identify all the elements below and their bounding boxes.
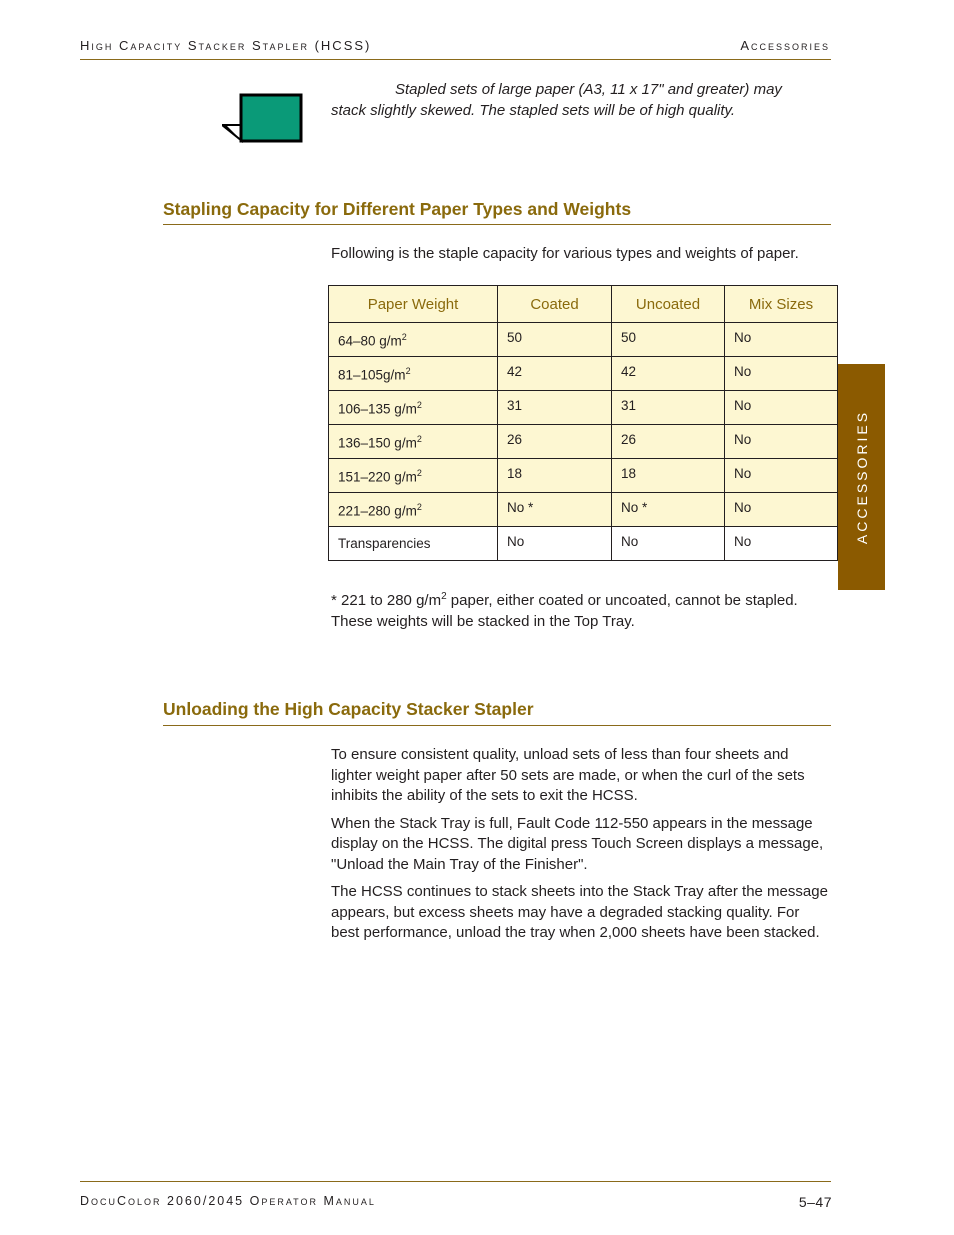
section-rule [163,725,831,726]
paragraph: To ensure consistent quality, unload sets of less than four sheets and lighter weight paper after 50 sets are made, or when the curl of the sets inhibits the ability of the sets to exit the HCSS. [331,746,805,804]
mix-sizes-cell: No [725,391,838,425]
uncoated-cell: No * [612,493,725,527]
mix-sizes-cell: No [725,493,838,527]
table-row [329,527,838,561]
section-side-tab [838,364,885,590]
paper-weight-cell: Transparencies [329,527,498,561]
running-header-title: High Capacity Stacker Stapler (HCSS) [80,38,372,53]
coated-cell: No * [498,493,612,527]
mix-sizes-cell: No [725,357,838,391]
mix-sizes-cell: No [725,425,838,459]
coated-cell: 26 [498,425,612,459]
unloading-body [331,745,831,951]
table-row [329,425,838,459]
table-row [329,459,838,493]
note-text: Stapled sets of large paper (A3, 11 x 17" and greater) may stack slightly skewed. The stapled sets will be of high quality. [331,81,782,119]
section-rule [163,224,831,225]
staple-capacity-table [328,285,838,561]
column-header: Uncoated [612,286,725,323]
table-row [329,391,838,425]
footer-rule [80,1181,831,1182]
paragraph: The HCSS continues to stack sheets into the Stack Tray after the message appears, but excess sheets may have a degraded stacking quality. For best performance, unload the tray when 2,000 sheets have been stacked. [331,883,828,941]
note-icon [222,93,304,143]
uncoated-cell: 18 [612,459,725,493]
mix-sizes-cell: No [725,323,838,357]
uncoated-cell: 26 [612,425,725,459]
paper-weight-cell: 136–150 $g/m^2$ [329,425,498,459]
side-tab-label: ACCESSORIES [853,409,870,545]
intro-text: Following is the staple capacity for various types and weights of paper. [331,245,799,262]
paper-weight-cell: $81-105g/m^2$ [329,357,498,391]
coated-cell: 50 [498,323,612,357]
coated-cell: 18 [498,459,612,493]
section-heading-unloading: Unloading the High Capacity Stacker Stapler [163,699,534,719]
header-rule [80,59,831,60]
mix-sizes-cell: No [725,527,838,561]
mix-sizes-cell: No [725,459,838,493]
paper-weight-cell: 64–80 $g/m^2$ [329,323,498,357]
table-row [329,357,838,391]
table-row [329,323,838,357]
paper-weight-cell: 151–220 $g/m^2$ [329,459,498,493]
column-header: Paper Weight [329,286,498,323]
column-header: Mix Sizes [725,286,838,323]
coated-cell: 31 [498,391,612,425]
page-number: 5–47 [798,1194,832,1210]
uncoated-cell: 50 [612,323,725,357]
running-header-section: Accessories [740,38,830,53]
uncoated-cell: No [612,527,725,561]
uncoated-cell: 31 [612,391,725,425]
coated-cell: No [498,527,612,561]
paragraph: When the Stack Tray is full, Fault Code 112-550 appears in the message display on the HCSS. The digital press Touch Screen displays a message, "Unload the Main Tray of the Finisher". [331,814,824,873]
table-row [329,493,838,527]
table-footnote: * 221 to 280 $g/m^2$ paper, either coated or uncoated, cannot be stapled. These weights will be stacked in the Top Tray. [331,591,798,630]
running-footer-title: DocuColor 2060/2045 Operator Manual [80,1194,376,1208]
table-header-row [329,286,838,323]
paper-weight-cell: 106–135 $g/m^2$ [329,391,498,425]
coated-cell: 42 [498,357,612,391]
column-header: Coated [498,286,612,323]
uncoated-cell: 42 [612,357,725,391]
section-heading-stapling-capacity: Stapling Capacity for Different Paper Types and Weights [163,199,632,219]
paper-weight-cell: 221–280 $g/m^2$ [329,493,498,527]
